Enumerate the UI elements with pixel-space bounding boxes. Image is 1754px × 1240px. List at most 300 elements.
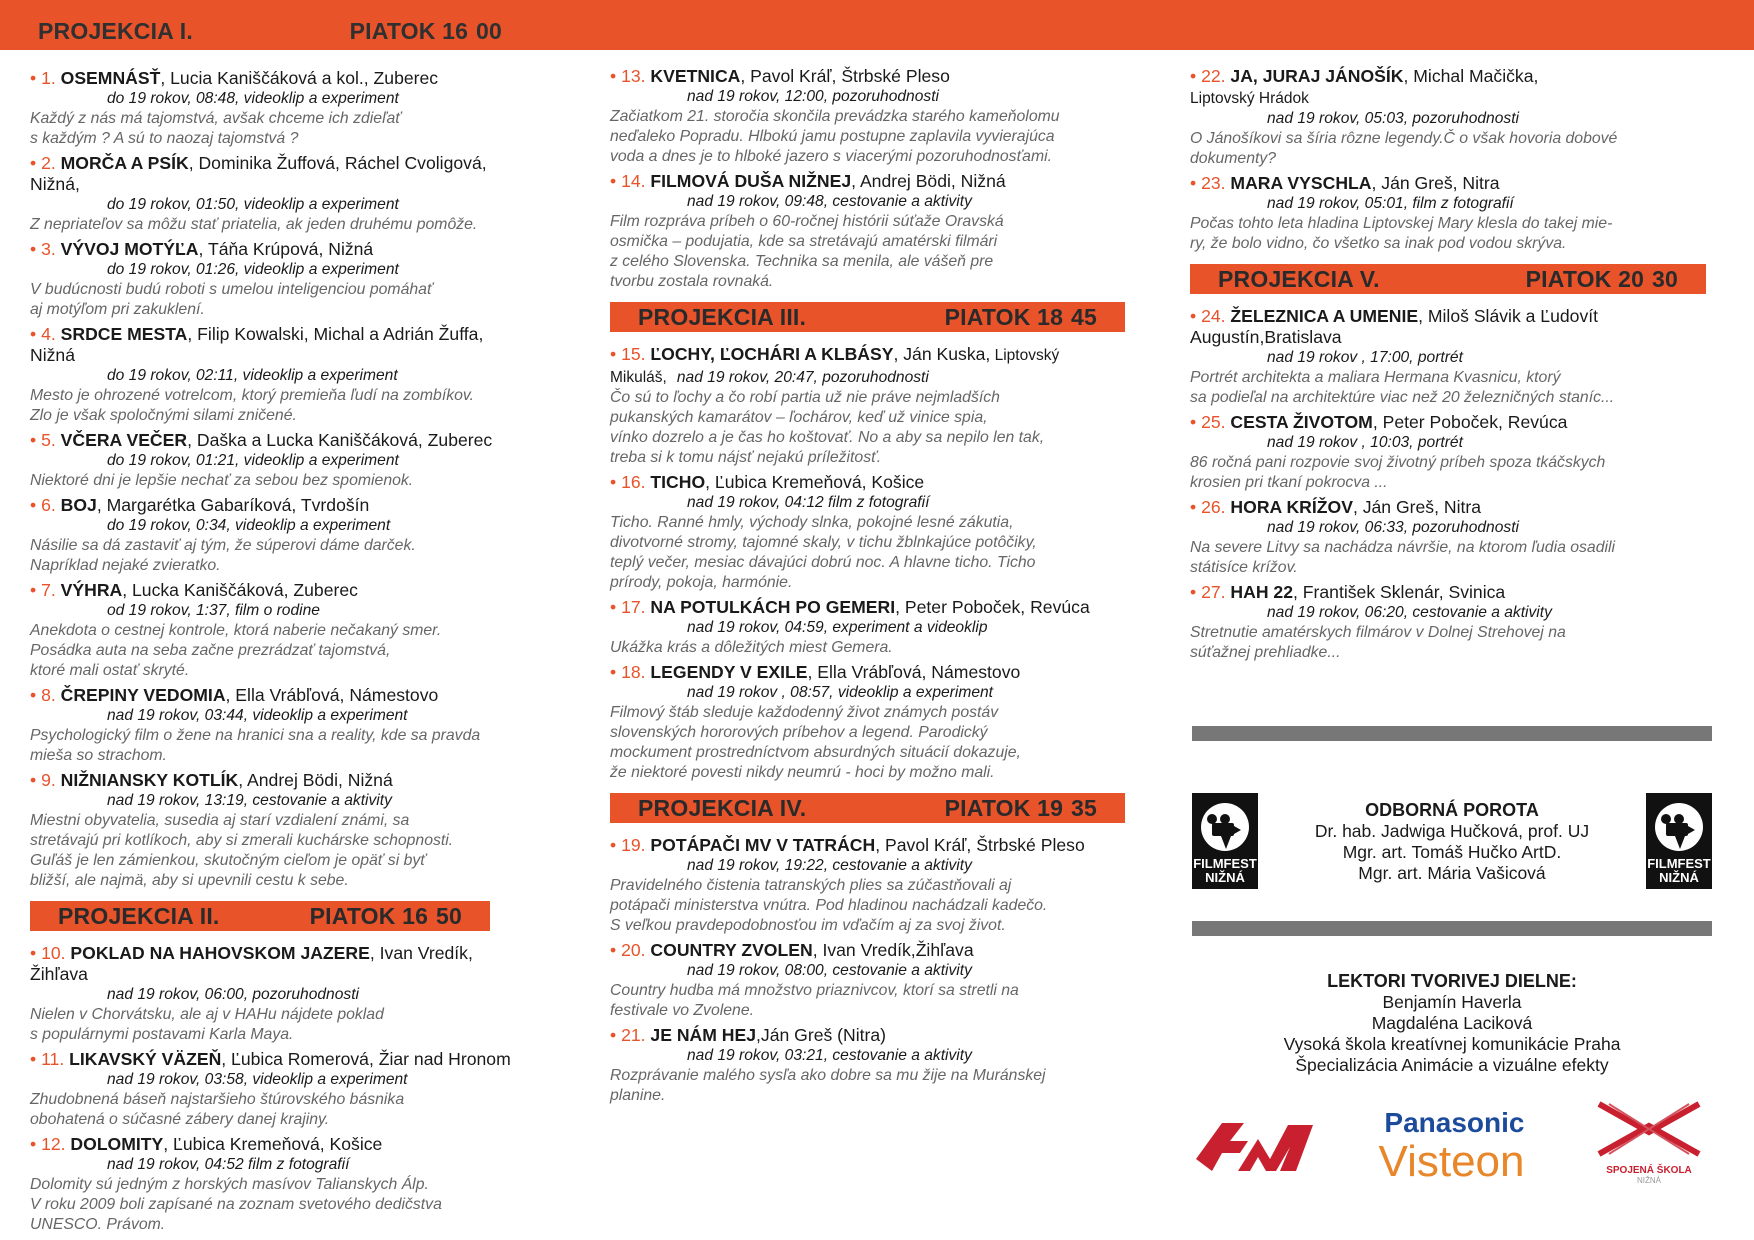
film-author: , Peter Poboček, Revúca — [1372, 412, 1568, 432]
film-title: POTÁPAČI MV V TATRÁCH — [650, 835, 876, 855]
film-entry — [610, 835, 1140, 936]
film-author: , Miloš Slávik a Ľudovít — [1418, 306, 1599, 326]
film-title-line — [1190, 66, 1710, 87]
film-author: , Ľubica Kremeňová, Košice — [705, 472, 925, 492]
film-title: CESTA ŽIVOTOM — [1230, 412, 1373, 432]
film-title-line — [30, 324, 565, 345]
film-title-line — [610, 171, 1140, 192]
film-author: , Lucia Kaniščáková a kol., Zuberec — [160, 68, 439, 88]
film-description-line: Country hudba má množstvo priaznivcov, ktorí sa stretli na — [610, 982, 1019, 999]
bullet: • — [30, 239, 42, 259]
bullet: • — [30, 430, 42, 450]
column-1 — [30, 17, 565, 1239]
column-3 — [1190, 66, 1710, 667]
bullet: • — [610, 662, 622, 682]
filmfest-logo — [1192, 793, 1258, 889]
lecturer-line: Benjamín Haverla — [1382, 992, 1522, 1012]
film-description-line: stretávajú pri kotlíkoch, aby si zmerali kuchárske schopnosti. — [30, 832, 454, 849]
film-title-line — [30, 1049, 565, 1070]
film-meta: nad 19 rokov, 04:59, experiment a videoklip — [687, 619, 988, 636]
film-description-line: sa podieľal na architektúre viac než 20 železničných staníc... — [1190, 389, 1615, 406]
bullet: • — [30, 68, 42, 88]
film-title-line — [1190, 173, 1710, 194]
film-author: , Ján Greš, Nitra — [1352, 497, 1482, 517]
jury-block — [1192, 793, 1712, 889]
time-minute: 35 — [1071, 794, 1097, 821]
film-meta: nad 19 rokov , 08:57, videoklip a experiment — [687, 684, 993, 701]
film-entry — [30, 770, 565, 891]
bullet: • — [30, 1134, 42, 1154]
film-number: 12. — [41, 1134, 66, 1154]
film-title: FILMOVÁ DUŠA NIŽNEJ — [650, 171, 852, 191]
school-emblem — [1589, 1098, 1709, 1160]
film-number: 24. — [1201, 306, 1226, 326]
bullet: • — [1190, 497, 1202, 517]
film-description-line: V roku 2009 boli zapísané na zoznam svetového dedičstva — [30, 1196, 442, 1213]
film-description-line: státisíce krížov. — [1190, 559, 1298, 576]
film-description-line: Niektoré dni je lepšie nechať za sebou bez spomienok. — [30, 472, 414, 489]
film-location: Nižná, — [30, 174, 80, 194]
film-number: 25. — [1201, 412, 1226, 432]
film-number: 14. — [621, 171, 646, 191]
film-title-line — [1190, 306, 1710, 327]
film-description-line: Miestni obyvatelia, susedia aj starí vzdialení známi, sa — [30, 812, 410, 829]
film-author: , Táňa Krúpová, Nižná — [198, 239, 374, 259]
bullet: • — [30, 770, 42, 790]
film-description-line: Ukážka krás a dôležitých miest Gemera. — [610, 639, 893, 656]
film-title-line — [30, 153, 565, 174]
film-description-line: Mesto je ohrozené votrelcom, ktorý premieňa ľudí na zombíkov. — [30, 387, 475, 404]
film-description-line: Anekdota o cestnej kontrole, ktorá naberie nečakaný smer. — [30, 622, 442, 639]
film-description-line: treba si k tomu nájsť nejakú príležitosť. — [610, 449, 882, 466]
film-description-line: ry, že bolo vidno, čo všetko sa inak pod vodou skrýva. — [1190, 235, 1567, 252]
film-meta: nad 19 rokov, 08:00, cestovanie a aktivity — [687, 962, 972, 979]
film-entry — [30, 153, 565, 235]
film-description-line: V budúcnosti budú roboti s umelou inteligenciou pomáhať — [30, 281, 433, 298]
logo-line-2: NIŽNÁ — [1659, 870, 1699, 885]
film-title-line — [610, 472, 1140, 493]
film-meta: nad 19 rokov, 05:03, pozoruhodnosti — [1267, 110, 1519, 127]
film-description-line: mieša so strachom. — [30, 747, 167, 764]
film-meta: do 19 rokov, 01:50, videoklip a experiment — [107, 196, 399, 213]
time-separator: : — [1063, 303, 1072, 330]
film-description-line: ktoré mali ostať skryté. — [30, 662, 190, 679]
film-title-line — [30, 770, 565, 791]
film-description-line: súťažnej prehliadke... — [1190, 644, 1341, 661]
film-title: OSEMNÁSŤ — [60, 68, 161, 88]
film-title-line — [1190, 412, 1710, 433]
logo-line-2: NIŽNÁ — [1205, 870, 1245, 885]
film-entry — [1190, 306, 1710, 408]
time-hour: PIATOK 16 — [349, 17, 469, 44]
film-meta: nad 19 rokov, 04:52 film z fotografií — [107, 1156, 350, 1173]
film-description-line: neďaleko Popradu. Hlbokú jamu postupne zaplavila vyvierajúca — [610, 128, 1055, 145]
projection-time — [350, 18, 502, 45]
film-meta: nad 19 rokov, 06:00, pozoruhodnosti — [107, 986, 359, 1003]
school-name: SPOJENÁ ŠKOLA — [1606, 1165, 1692, 1176]
film-description-line: Dolomity sú jedným z horských masívov Talianskych Álp. — [30, 1176, 429, 1193]
film-title: MARA VYSCHLA — [1230, 173, 1372, 193]
film-author: , Michal Mačička, — [1403, 66, 1539, 86]
time-hour: PIATOK 20 — [1525, 265, 1645, 292]
film-entry — [610, 171, 1140, 292]
bullet: • — [30, 943, 42, 963]
time-separator: : — [428, 902, 437, 929]
film-title-line — [30, 943, 565, 964]
film-entry — [30, 1134, 565, 1235]
film-location: Nižná — [30, 345, 75, 365]
bullet: • — [610, 597, 622, 617]
time-minute: 45 — [1071, 303, 1097, 330]
time-hour: PIATOK 19 — [944, 794, 1064, 821]
film-title-line — [30, 580, 565, 601]
film-description-line: bližší, ale najmä, aby si upevnili cestu k sebe. — [30, 872, 349, 889]
film-author-extra: Liptovský — [990, 347, 1060, 364]
film-title-line — [610, 835, 1140, 856]
film-number: 2. — [41, 153, 56, 173]
logo-line-1: FILMFEST — [1647, 856, 1711, 871]
film-author: , František Sklenár, Svinica — [1293, 582, 1506, 602]
film-author: , Dominika Žuffová, Ráchel Cvoligová, — [188, 153, 487, 173]
film-number: 13. — [621, 66, 646, 86]
film-description-line: slovenských hororových príbehov a legend. Parodický — [610, 724, 988, 741]
film-title: TICHO — [650, 472, 706, 492]
film-description-line: Čo sú to ľochy a čo robí partia už nie práve nejmladších — [610, 389, 1000, 406]
film-description-line: teplý večer, mesiac dávajúci dobrú noc. A hlavne ticho. Ticho — [610, 554, 1036, 571]
film-location: Augustín,Bratislava — [1190, 327, 1342, 347]
film-title: ĽOCHY, ĽOCHÁRI A KLBÁSY — [650, 344, 894, 364]
film-entry — [610, 344, 1140, 468]
film-title-continued — [610, 366, 1140, 388]
film-entry — [30, 239, 565, 320]
film-number: 16. — [621, 472, 646, 492]
film-description-line: divotvorné stromy, tajomné skaly, v tichu žblnkajúce potôčiky, — [610, 534, 1037, 551]
film-title: KVETNICA — [650, 66, 741, 86]
film-entry — [1190, 66, 1710, 169]
film-location: Žihľava — [30, 964, 88, 984]
film-entry — [610, 472, 1140, 593]
film-number: 3. — [41, 239, 56, 259]
film-title-line — [30, 495, 565, 516]
film-title-line — [1190, 497, 1710, 518]
film-title-line — [30, 68, 565, 89]
film-description-line: Zhudobnená báseň najstaršieho štúrovského básnika — [30, 1091, 405, 1108]
film-description-line: mockument prostredníctvom absurdných situácií dokazuje, — [610, 744, 1021, 761]
film-title: JE NÁM HEJ — [650, 1025, 757, 1045]
panasonic-visteon — [1379, 1107, 1525, 1185]
film-description-line: Ticho. Ranné hmly, východy slnka, pokojné lesné zákutia, — [610, 514, 1014, 531]
film-meta: nad 19 rokov, 04:12 film z fotografií — [687, 494, 930, 511]
film-title: HAH 22 — [1230, 582, 1293, 602]
lecturer-line: Magdaléna Laciková — [1371, 1013, 1533, 1033]
jury-and-sponsors — [1192, 726, 1712, 1185]
fm-logo — [1192, 1109, 1317, 1185]
film-meta: do 19 rokov, 0:34, videoklip a experiment — [107, 517, 391, 534]
school-town: NIŽNÁ — [1637, 1176, 1661, 1185]
time-separator: : — [1063, 794, 1072, 821]
film-description-line: Film rozpráva príbeh o 60-ročnej histórii súťaže Oravská — [610, 213, 1004, 230]
film-author: , Filip Kowalski, Michal a Adrián Žuffa, — [187, 324, 484, 344]
film-title: HORA KRÍŽOV — [1230, 497, 1353, 517]
film-description-line: pukanských kamarátov – ľochárov, keď už vinice spia, — [610, 409, 988, 426]
visteon-wordmark: Visteon — [1378, 1137, 1525, 1186]
film-author: , Daška a Lucka Kaniščáková, Zuberec — [187, 430, 493, 450]
time-separator: : — [468, 17, 477, 44]
film-description-line: Násilie sa dá zastaviť aj tým, že súperovi dáme darček. — [30, 537, 416, 554]
film-number: 4. — [41, 324, 56, 344]
film-meta: od 19 rokov, 1:37, film o rodine — [107, 602, 320, 619]
bullet: • — [30, 1049, 42, 1069]
film-title-line — [610, 940, 1140, 961]
film-author: , Andrej Bödi, Nižná — [238, 770, 393, 790]
film-title-line — [610, 344, 1140, 366]
film-meta: nad 19 rokov, 03:58, videoklip a experiment — [107, 1071, 408, 1088]
film-description-line: Každý z nás má tajomstvá, avšak chceme ich zdieľať — [30, 110, 401, 127]
film-author: , Ľubica Kremeňová, Košice — [163, 1134, 383, 1154]
film-description-line: Filmový štáb sleduje každodenný život známych postáv — [610, 704, 999, 721]
film-author: , Pavol Kráľ, Štrbské Pleso — [875, 835, 1085, 855]
film-entry — [30, 943, 565, 1045]
film-title-line — [30, 430, 565, 451]
film-number: 26. — [1201, 497, 1226, 517]
film-entry — [610, 1025, 1140, 1106]
jury-member: Mgr. art. Tomáš Hučko ArtD. — [1342, 841, 1562, 862]
bullet: • — [610, 472, 622, 492]
bullet: • — [30, 580, 42, 600]
film-description-line: prírody, pokoja, harmónie. — [610, 574, 793, 591]
film-location: Liptovský Hrádok — [1190, 90, 1309, 107]
film-description-line: tvorbu zostala rovnaká. — [610, 273, 774, 290]
projection-header — [30, 16, 510, 46]
projection-header — [610, 302, 1125, 332]
film-description-line: Stretnutie amatérskych filmárov v Dolnej Strehovej na — [1190, 624, 1566, 641]
film-meta: nad 19 rokov, 19:22, cestovanie a aktivity — [687, 857, 972, 874]
film-title-continued — [1190, 327, 1710, 348]
logo-line-1: FILMFEST — [1193, 856, 1257, 871]
projection-header — [30, 901, 490, 931]
projection-title: PROJEKCIA II. — [58, 902, 220, 929]
bullet: • — [30, 685, 42, 705]
divider-bar — [1192, 726, 1712, 741]
time-minute: 00 — [476, 17, 502, 44]
film-title-line — [610, 597, 1140, 618]
film-description-line: Na severe Litvy sa nachádza návršie, na ktorom ľudia osadili — [1190, 539, 1616, 556]
film-meta: nad 19 rokov, 03:21, cestovanie a aktivity — [687, 1047, 972, 1064]
film-number: 22. — [1201, 66, 1226, 86]
film-author: , Peter Poboček, Revúca — [895, 597, 1090, 617]
film-title-continued — [30, 174, 565, 195]
projection-title: PROJEKCIA IV. — [638, 794, 807, 821]
film-location: Mikuláš, — [610, 369, 667, 386]
film-entry — [30, 430, 565, 491]
film-title: LEGENDY V EXILE — [650, 662, 808, 682]
film-meta: nad 19 rokov, 03:44, videoklip a experiment — [107, 707, 408, 724]
lecturers-title: LEKTORI TVORIVEJ DIELNE: — [1327, 971, 1577, 991]
film-title: BOJ — [60, 495, 97, 515]
film-entry — [1190, 497, 1710, 578]
film-meta: nad 19 rokov, 20:47, pozoruhodnosti — [676, 369, 929, 386]
film-title-line — [610, 662, 1140, 683]
film-author: , Ivan Vredík, — [369, 943, 473, 963]
film-author: , Ella Vrábľová, Námestovo — [225, 685, 439, 705]
film-meta: nad 19 rokov , 10:03, portrét — [1267, 434, 1463, 451]
film-entry — [1190, 173, 1710, 254]
sponsor-logos — [1192, 1098, 1712, 1185]
time-minute: 50 — [436, 902, 462, 929]
film-title: NIŽNIANSKY KOTLÍK — [60, 770, 239, 790]
film-description-line: O Jánošíkovi sa šíria rôzne legendy.Č o však hovoria dobové — [1190, 130, 1618, 147]
film-title: VČERA VEČER — [60, 430, 188, 450]
film-number: 7. — [41, 580, 56, 600]
film-meta: nad 19 rokov, 06:33, pozoruhodnosti — [1267, 519, 1519, 536]
bullet: • — [1190, 582, 1202, 602]
film-title: VÝVOJ MOTÝĽA — [60, 239, 199, 259]
film-title: VÝHRA — [60, 580, 123, 600]
film-description-line: 86 ročná pani rozpovie svoj životný príbeh spoza tkáčskych — [1190, 454, 1606, 471]
bullet: • — [1190, 173, 1202, 193]
film-description-line: Pravidelného čistenia tatranských plies sa zúčastňovali aj — [610, 877, 1012, 894]
film-title-line — [30, 1134, 565, 1155]
film-description-line: UNESCO. Právom. — [30, 1216, 166, 1233]
film-number: 27. — [1201, 582, 1226, 602]
film-description-line: potápači ministerstva vnútra. Pod hladinou nachádzali kadečo. — [610, 897, 1048, 914]
film-entry — [610, 662, 1140, 783]
bullet: • — [1190, 306, 1202, 326]
film-description-line: aj motýľom pri zakuklení. — [30, 301, 205, 318]
lecturer-line: Vysoká škola kreatívnej komunikácie Praha — [1283, 1034, 1621, 1054]
film-meta: nad 19 rokov, 06:20, cestovanie a aktivity — [1267, 604, 1552, 621]
film-author: , Ľubica Romerová, Žiar nad Hronom — [221, 1049, 511, 1069]
film-meta: nad 19 rokov, 13:19, cestovanie a aktivity — [107, 792, 392, 809]
film-author: , Andrej Bödi, Nižná — [851, 171, 1006, 191]
film-number: 9. — [41, 770, 56, 790]
film-description-line: planine. — [610, 1087, 666, 1104]
film-description-line: obohatená o súčasné zábery danej krajiny. — [30, 1111, 330, 1128]
film-description-line: Nielen v Chorvátsku, ale aj v HAHu nájdete poklad — [30, 1006, 384, 1023]
film-title: MORČA A PSÍK — [60, 153, 189, 173]
lecturer-line: Špecializácia Animácie a vizuálne efekty — [1295, 1055, 1609, 1075]
column-2 — [610, 66, 1140, 1110]
film-number: 17. — [621, 597, 646, 617]
film-description-line: festivale vo Zvolene. — [610, 1002, 755, 1019]
film-author: ,Ján Greš (Nitra) — [756, 1025, 887, 1045]
film-title: COUNTRY ZVOLEN — [650, 940, 813, 960]
projection-title: PROJEKCIA V. — [1218, 265, 1380, 292]
film-number: 20. — [621, 940, 646, 960]
bullet: • — [610, 66, 622, 86]
film-title-continued — [30, 345, 565, 366]
film-number: 23. — [1201, 173, 1226, 193]
film-entry — [610, 940, 1140, 1021]
projection-header — [1190, 264, 1706, 294]
film-meta: do 19 rokov, 01:21, videoklip a experiment — [107, 452, 399, 469]
film-author: , Ivan Vredík,Žihľava — [812, 940, 974, 960]
film-description-line: Guľáš je len zámienkou, skutočným cieľom je opäť si byť — [30, 852, 426, 869]
film-title: POKLAD NA HAHOVSKOM JAZERE — [70, 943, 370, 963]
film-title: ČREPINY VEDOMIA — [60, 685, 226, 705]
film-number: 15. — [621, 344, 646, 364]
film-author: , Ella Vrábľová, Námestovo — [807, 662, 1021, 682]
film-title: NA POTULKÁCH PO GEMERI — [650, 597, 896, 617]
film-meta: do 19 rokov, 02:11, videoklip a experiment — [107, 367, 398, 384]
film-number: 1. — [41, 68, 56, 88]
film-entry — [610, 597, 1140, 658]
film-title-line — [610, 1025, 1140, 1046]
film-description-line: z celého Slovenska. Technika sa menila, ale vášeň pre — [610, 253, 994, 270]
lecturers-block — [1192, 970, 1712, 1076]
time-minute: 30 — [1652, 265, 1678, 292]
film-author: , Margarétka Gabaríková, Tvrdošín — [96, 495, 370, 515]
film-description-line: krosien pri tkaní pokrocva ... — [1190, 474, 1388, 491]
projection-title: PROJEKCIA III. — [638, 303, 807, 330]
bullet: • — [1190, 412, 1202, 432]
bullet: • — [610, 940, 622, 960]
film-entry — [30, 495, 565, 576]
film-meta: do 19 rokov, 01:26, videoklip a experiment — [107, 261, 399, 278]
film-description-line: vínko dozrelo a je čas ho koštovať. No a aby sa nepilo len tak, — [610, 429, 1045, 446]
film-description-line: dokumenty? — [1190, 150, 1277, 167]
film-author: , Ján Kuska, — [893, 344, 991, 364]
bullet: • — [30, 153, 42, 173]
film-description-line: Rozprávanie malého sysľa ako dobre sa mu žije na Muránskej — [610, 1067, 1046, 1084]
film-description-line: s populárnymi postavami Karla Maya. — [30, 1026, 294, 1043]
film-title: JA, JURAJ JÁNOŠÍK — [1230, 66, 1404, 86]
film-author: , Ján Greš, Nitra — [1371, 173, 1500, 193]
film-description-line: Zlo je však spoločnými silami zničené. — [30, 407, 297, 424]
bullet: • — [30, 495, 42, 515]
film-title-continued — [30, 964, 565, 985]
film-description-line: Psychologický film o žene na hranici sna a reality, kde sa pravda — [30, 727, 481, 744]
film-entry — [30, 685, 565, 766]
film-meta: nad 19 rokov, 05:01, film z fotografií — [1267, 195, 1514, 212]
film-meta: nad 19 rokov , 17:00, portrét — [1267, 349, 1463, 366]
film-entry — [30, 1049, 565, 1130]
film-description-line: osmička – podujatia, kde sa stretávajú amatérski filmári — [610, 233, 998, 250]
film-meta: nad 19 rokov, 09:48, cestovanie a aktivity — [687, 193, 972, 210]
film-title-line — [30, 239, 565, 260]
film-entry — [30, 324, 565, 426]
film-entry — [30, 580, 565, 681]
film-number: 5. — [41, 430, 56, 450]
film-description-line: voda a dnes je to hlboké jazero s viacerými pozoruhodnosťami. — [610, 148, 1053, 165]
film-title: LIKAVSKÝ VÄZEŇ — [69, 1049, 222, 1069]
film-number: 18. — [621, 662, 646, 682]
time-separator: : — [1644, 265, 1653, 292]
jury-member: Dr. hab. Jadwiga Hučková, prof. UJ — [1314, 820, 1590, 841]
film-number: 11. — [41, 1049, 65, 1069]
film-title: ŽELEZNICA A UMENIE — [1230, 306, 1419, 326]
bullet: • — [30, 324, 42, 344]
film-meta: nad 19 rokov, 12:00, pozoruhodnosti — [687, 88, 939, 105]
bullet: • — [610, 1025, 622, 1045]
jury-member: Mgr. art. Mária Vašicová — [1358, 862, 1546, 883]
jury-title: ODBORNÁ POROTA — [1365, 799, 1539, 820]
projection-time — [310, 903, 462, 930]
bullet: • — [610, 171, 622, 191]
film-author: , Lucka Kaniščáková, Zuberec — [122, 580, 358, 600]
film-entry — [30, 68, 565, 149]
film-description-line: Napríklad nejaké zvieratko. — [30, 557, 221, 574]
school-logo — [1586, 1098, 1712, 1185]
film-description-line: s každým ? A sú to naozaj tajomstvá ? — [30, 130, 299, 147]
film-title-line — [610, 66, 1140, 87]
film-title-continued — [1190, 87, 1710, 109]
divider-bar — [1192, 921, 1712, 936]
film-title: DOLOMITY — [70, 1134, 164, 1154]
film-number: 6. — [41, 495, 56, 515]
film-entry — [1190, 412, 1710, 493]
time-hour: PIATOK 18 — [944, 303, 1064, 330]
